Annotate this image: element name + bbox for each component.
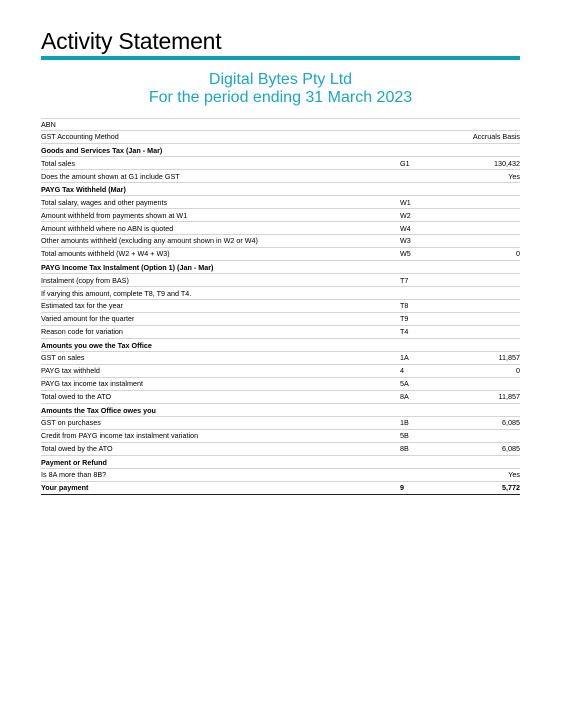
payg-withheld-row-w5 xyxy=(41,248,520,261)
row-label: PAYG tax withheld xyxy=(41,366,100,376)
row-code: 8B xyxy=(400,444,409,454)
row-label: Does the amount shown at G1 include GST xyxy=(41,171,180,181)
row-label: PAYG tax income tax instalment xyxy=(41,379,143,389)
owe-row-8a xyxy=(41,391,520,404)
row-label: Estimated tax for the year xyxy=(41,301,123,311)
row-code: T8 xyxy=(400,301,409,311)
row-label: Credit from PAYG income tax instalment variation xyxy=(41,431,199,441)
owe-row-4 xyxy=(41,365,520,378)
row-label: Total amounts withheld (W2 + W4 + W3) xyxy=(41,249,170,259)
row-value: 0 xyxy=(516,366,520,376)
your-payment-label: Your payment xyxy=(41,483,89,493)
row-label: Instalment (copy from BAS) xyxy=(41,275,129,285)
owes-row-5b xyxy=(41,430,520,443)
payg-instalment-row-t4 xyxy=(41,326,520,339)
payg-instalment-row-t8 xyxy=(41,300,520,313)
row-label: Reason code for variation xyxy=(41,327,123,337)
row-code: T9 xyxy=(400,314,409,324)
owes-row-1b xyxy=(41,417,520,430)
owe-row-1a xyxy=(41,352,520,365)
row-label: Amount withheld from payments shown at W1 xyxy=(41,210,188,220)
row-label: Varied amount for the quarter xyxy=(41,314,135,324)
row-label: Total salary, wages and other payments xyxy=(41,197,168,207)
row-code: T7 xyxy=(400,275,409,285)
your-payment-code: 9 xyxy=(400,483,404,493)
company-name: Digital Bytes Pty Ltd xyxy=(208,71,353,88)
row-code: T4 xyxy=(400,327,409,337)
row-code: 4 xyxy=(400,366,404,376)
activity-statement-table xyxy=(41,118,520,495)
payg-withheld-row-w4 xyxy=(41,222,520,235)
row-code: W2 xyxy=(400,210,411,220)
row-value: Yes xyxy=(508,470,520,480)
row-value: 11,857 xyxy=(498,392,520,402)
title-divider xyxy=(41,56,520,60)
row-value: 0 xyxy=(516,249,520,259)
row-label: Other amounts withheld (excluding any amount shown in W2 or W4) xyxy=(41,236,258,246)
abn-label: ABN xyxy=(41,119,56,129)
row-code: 1B xyxy=(400,418,409,428)
row-code: W4 xyxy=(400,223,411,233)
payg-instalment-row-t9 xyxy=(41,313,520,326)
gst-method-label: GST Accounting Method xyxy=(41,132,119,142)
gst-method-value: Accruals Basis xyxy=(472,132,520,142)
abn-row xyxy=(41,118,520,131)
row-code: 1A xyxy=(400,353,409,363)
row-value: 11,857 xyxy=(498,353,520,363)
payg-withheld-row-w1 xyxy=(41,196,520,209)
row-code: W1 xyxy=(400,197,411,207)
gst-row-total-sales xyxy=(41,157,520,170)
tax-office-owes-heading: Amounts the Tax Office owes you xyxy=(41,404,520,417)
period-ending: For the period ending 31 March 2023 xyxy=(148,89,413,106)
row-label: If varying this amount, complete T8, T9 and T4. xyxy=(41,288,192,298)
row-code: W3 xyxy=(400,236,411,246)
owes-row-8b xyxy=(41,443,520,456)
row-code: 8A xyxy=(400,392,409,402)
gst-section-heading: Goods and Services Tax (Jan - Mar) xyxy=(41,144,520,157)
payg-withheld-row-w3 xyxy=(41,235,520,248)
row-label: Total owed to the ATO xyxy=(41,392,112,402)
page-title: Activity Statement xyxy=(41,28,222,54)
owe-row-5a xyxy=(41,378,520,391)
row-label: Is 8A more than 8B? xyxy=(41,470,107,480)
row-value: Yes xyxy=(508,171,520,181)
row-code: 5B xyxy=(400,431,409,441)
your-payment-row xyxy=(41,482,520,495)
owe-tax-office-heading: Amounts you owe the Tax Office xyxy=(41,339,520,352)
payg-withheld-heading: PAYG Tax Withheld (Mar) xyxy=(41,183,520,196)
gst-row-includes-gst xyxy=(41,170,520,183)
your-payment-value: 5,772 xyxy=(502,483,520,493)
payg-instalment-row-t7 xyxy=(41,274,520,287)
row-code: G1 xyxy=(400,158,410,168)
row-label: Amount withheld where no ABN is quoted xyxy=(41,223,174,233)
payment-refund-heading: Payment or Refund xyxy=(41,456,520,469)
row-label: Total sales xyxy=(41,158,75,168)
row-label: GST on sales xyxy=(41,353,85,363)
row-value: 6,085 xyxy=(502,444,520,454)
row-label: GST on purchases xyxy=(41,418,101,428)
payg-withheld-row-w2 xyxy=(41,209,520,222)
row-code: W5 xyxy=(400,249,411,259)
row-code: 5A xyxy=(400,379,409,389)
payg-instalment-row-note xyxy=(41,287,520,300)
payment-row-compare xyxy=(41,469,520,482)
gst-method-row xyxy=(41,131,520,144)
row-value: 130,432 xyxy=(494,158,520,168)
row-value: 6,085 xyxy=(502,418,520,428)
payg-instalment-heading: PAYG Income Tax Instalment (Option 1) (Jan - Mar) xyxy=(41,261,520,274)
row-label: Total owed by the ATO xyxy=(41,444,113,454)
